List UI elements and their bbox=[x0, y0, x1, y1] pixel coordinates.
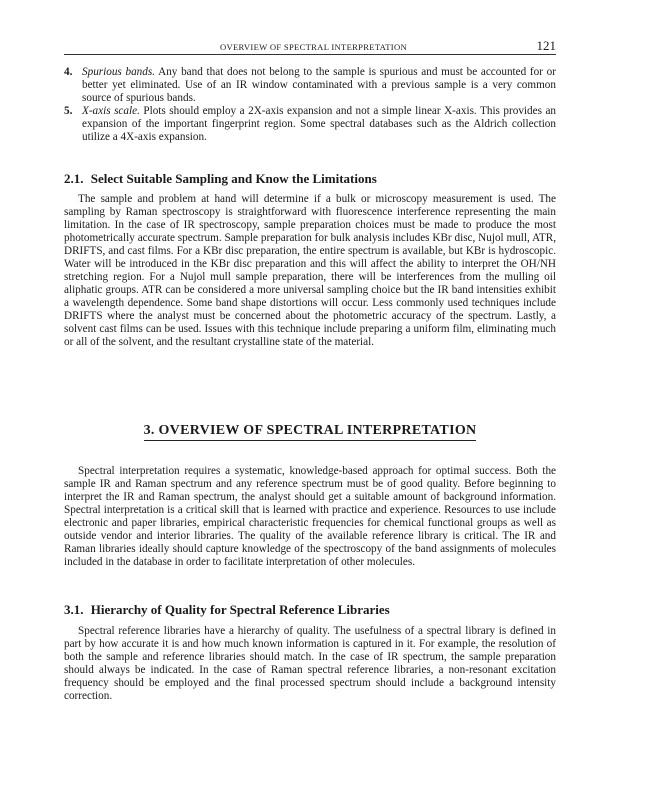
section-2-1-heading bbox=[64, 171, 377, 187]
section-number: 3.1. bbox=[64, 602, 84, 617]
list-item-term: Spurious bands. bbox=[82, 66, 156, 78]
section-3-heading bbox=[64, 423, 556, 441]
page-number: 121 bbox=[536, 38, 556, 53]
list-item-number: 5. bbox=[64, 105, 73, 117]
page-header bbox=[64, 34, 556, 55]
section-3-heading-underline bbox=[144, 423, 477, 441]
list-item-number: 4. bbox=[64, 66, 73, 78]
list-item-term: X-axis scale. bbox=[82, 105, 140, 117]
section-title: OVERVIEW OF SPECTRAL INTERPRETATION bbox=[158, 423, 477, 438]
section-3-1-body bbox=[64, 625, 556, 703]
body-paragraph: Spectral interpretation requires a systematic, knowledge-based approach for optimal success. Both the sample IR and Raman spectrum and any reference spectrum must be of good quality. Before beginning to interpret the IR and Raman spectrum, the analyst should get a suitable amount of background information. Spectral interpretation is a critical skill that is learned with practice and experience. Resources to use include electronic and paper libraries, empirical characteristic frequencies for chemical functional groups as well as outside vendor and interior libraries. The quality of the available reference library is critical. The IR and Raman libraries ideally should capture knowledge of the spectroscopy of the band assignments of molecules included in the database in order to facilitate interpretation of other molecules. bbox=[64, 465, 556, 568]
numbered-list bbox=[64, 66, 556, 144]
running-title: OVERVIEW OF SPECTRAL INTERPRETATION bbox=[220, 42, 407, 52]
list-item-text: Any band that does not belong to the sample is spurious and must be accounted for or better yet eliminated. Use of an IR window contaminated with a previous sample is a very common source of spurious bands. bbox=[82, 66, 556, 104]
section-title: Select Suitable Sampling and Know the Limitations bbox=[90, 171, 377, 186]
list-item-text: Plots should employ a 2X-axis expansion and not a simple linear X-axis. This provides an expansion of the important fingerprint region. Some spectral databases such as the Aldrich collection utilize a 4X-axis expansion. bbox=[82, 105, 556, 143]
list-item bbox=[64, 105, 556, 144]
section-number: 3. bbox=[143, 423, 155, 438]
body-paragraph: Spectral reference libraries have a hierarchy of quality. The usefulness of a spectral library is defined in part by how accurate it is and how much known information is captured in it. For example, the resolution of both the sample and reference libraries should match. In the case of IR spectrum, the sample preparation should always be indicated. In the case of Raman spectral reference libraries, a non-resonant excitation frequency should be employed and the final processed spectrum should include a background intensity correction. bbox=[64, 625, 556, 702]
section-number: 2.1. bbox=[64, 171, 84, 186]
list-item bbox=[64, 66, 556, 105]
section-2-1-body bbox=[64, 193, 556, 349]
body-paragraph: The sample and problem at hand will determine if a bulk or microscopy measurement is used. The sampling by Raman spectroscopy is straightforward with fluorescence interference representing the main limitation. In the case of IR spectroscopy, sample preparation choices must be made to produce the most photometrically accurate spectrum. Sample preparation for bulk analysis includes KBr disc, Nujol mull, ATR, DRIFTS, and cast films. For a KBr disc preparation, the entire spectrum is available, but KBr is hydroscopic. Water will be introduced in the KBr disc preparation and this will affect the ability to interpret the OH/NH stretching region. For a Nujol mull sample preparation, there will be interferences from the mulling oil aliphatic groups. ATR can be considered a more universal sampling choice but the IR band intensities exhibit a wavelength dependence. Some band shape distortions will occur. Less commonly used techniques include DRIFTS where the analyst must be concerned about the photometric accuracy of the spectrum. Lastly, a solvent cast films can be used. Issues with this technique include preparing a uniform film, eliminating much or all of the solvent, and the resultant crystalline state of the material. bbox=[64, 193, 556, 348]
section-3-1-heading bbox=[64, 602, 390, 618]
section-3-body bbox=[64, 465, 556, 569]
section-title: Hierarchy of Quality for Spectral Reference Libraries bbox=[90, 602, 390, 617]
